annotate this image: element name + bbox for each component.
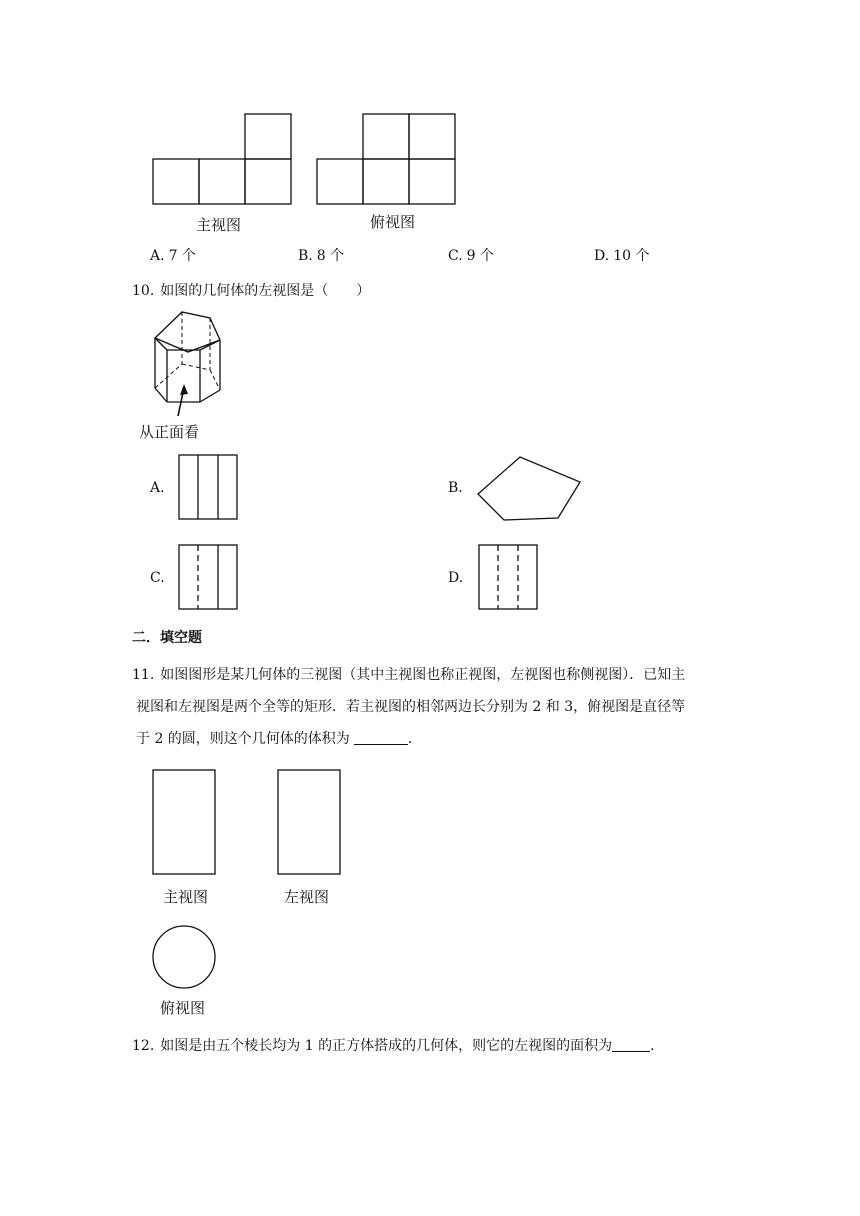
q11-line-2: 视图和左视图是两个全等的矩形．若主视图的相邻两边长分别为 2 和 3，俯视图是直径等 xyxy=(136,699,686,715)
q9-option-c xyxy=(448,246,494,266)
option-text: 10 个 xyxy=(613,248,650,264)
question-text: 如图是由五个棱长均为 1 的正方体搭成的几何体，则它的左视图的面积为 xyxy=(160,1038,613,1054)
q10-option-c-letter: C. xyxy=(150,570,165,586)
q10-option-d-letter: D. xyxy=(448,570,464,586)
q9-option-d xyxy=(594,246,649,266)
q9-front-square xyxy=(245,159,291,204)
question-number: 11. xyxy=(132,667,155,683)
option-text: 7 个 xyxy=(168,248,196,264)
q10-option-b-figure xyxy=(474,452,584,522)
q10-option-c-figure xyxy=(178,543,240,613)
option-text: 9 个 xyxy=(466,248,495,264)
q11-text-line-1: 如图图形是某几何体的三视图（其中主视图也称正视图，左视图也称侧视图）．已知主 xyxy=(160,667,686,683)
question-number: 10. xyxy=(132,283,155,299)
q9-top-square xyxy=(363,114,409,159)
q10-option-a-letter: A. xyxy=(150,480,165,496)
q10-option-b-letter: B. xyxy=(448,480,463,496)
q9-front-view-caption: 主视图 xyxy=(196,216,242,234)
q9-top-view-figure xyxy=(316,112,466,212)
q11-stem xyxy=(132,659,732,755)
question-text: 如图的几何体的左视图是（ ） xyxy=(160,283,371,299)
section-title: 二．填空题 xyxy=(132,630,202,646)
q9-front-square xyxy=(153,159,199,204)
option-letter: D. xyxy=(594,248,610,264)
q10-option-d-figure xyxy=(478,543,540,613)
question-number: 12. xyxy=(132,1038,155,1054)
answer-blank[interactable] xyxy=(612,1037,650,1052)
option-letter: A. xyxy=(150,248,165,264)
q11-front-view-figure xyxy=(152,768,218,878)
option-text: 8 个 xyxy=(316,248,345,264)
q10-option-a-figure xyxy=(178,453,240,523)
q11-line-1 xyxy=(132,659,732,691)
option-letter: B. xyxy=(298,248,313,264)
q9-top-square xyxy=(317,159,363,204)
q9-top-square xyxy=(409,159,455,204)
q9-front-view-figure xyxy=(152,112,302,212)
q12-text-end: ． xyxy=(650,1038,665,1054)
q9-front-square xyxy=(245,114,291,159)
q9-option-b xyxy=(298,246,344,266)
q9-top-square xyxy=(409,114,455,159)
q11-left-view-figure xyxy=(277,768,343,878)
q9-front-square xyxy=(199,159,245,204)
q9-top-square xyxy=(363,159,409,204)
q10-stem xyxy=(132,281,370,301)
q11-front-view-caption: 主视图 xyxy=(163,888,209,906)
option-letter: C. xyxy=(448,248,463,264)
q11-top-view-caption: 俯视图 xyxy=(160,999,206,1017)
answer-blank[interactable] xyxy=(354,730,408,745)
q11-text-line-3: 于 2 的圆，则这个几何体的体积为 xyxy=(136,731,350,747)
q10-view-direction-caption: 从正面看 xyxy=(139,423,200,441)
q10-pentagonal-prism-figure xyxy=(150,308,230,418)
q11-top-view-figure xyxy=(151,924,221,994)
q12-stem xyxy=(132,1036,664,1056)
q9-option-a xyxy=(150,246,196,266)
q11-line-3 xyxy=(132,723,732,755)
q11-left-view-caption: 左视图 xyxy=(284,888,330,906)
q9-top-view-caption: 俯视图 xyxy=(370,213,416,231)
q11-text-end: ． xyxy=(407,731,422,747)
